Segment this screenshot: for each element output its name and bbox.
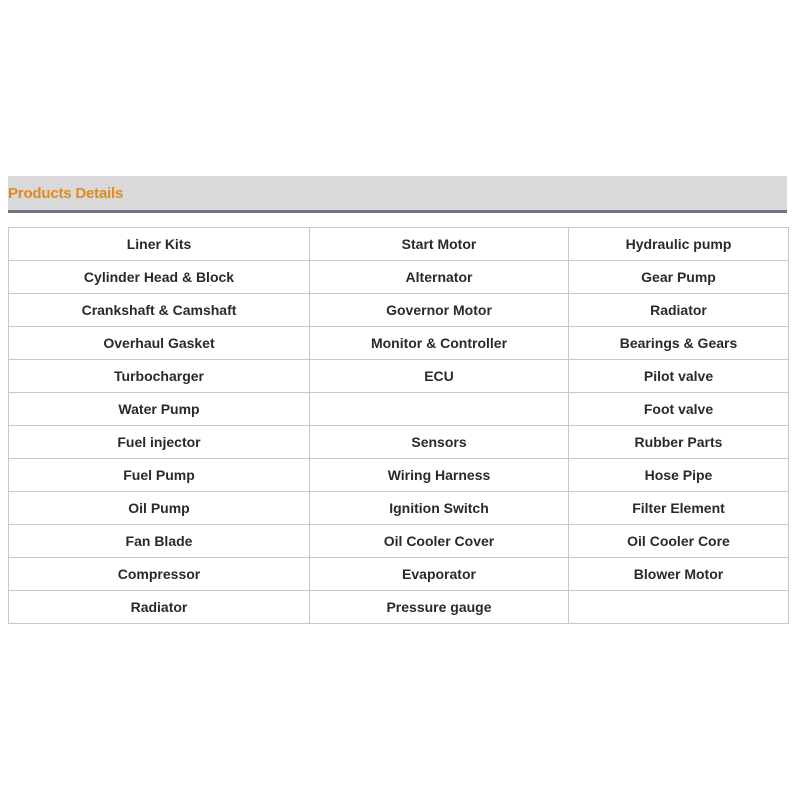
table-cell: Pilot valve [569,360,789,393]
table-row [9,327,789,360]
table-row [9,591,789,624]
table-row [9,525,789,558]
table-cell: Oil Pump [9,492,310,525]
table-cell: Blower Motor [569,558,789,591]
table-cell: Start Motor [310,228,569,261]
table-cell: Compressor [9,558,310,591]
table-cell: Sensors [310,426,569,459]
table-cell: Radiator [9,591,310,624]
table-cell: Evaporator [310,558,569,591]
table-cell: Radiator [569,294,789,327]
table-cell: Foot valve [569,393,789,426]
table-cell: Fuel injector [9,426,310,459]
table-cell: Gear Pump [569,261,789,294]
table-cell: Pressure gauge [310,591,569,624]
table-cell: Water Pump [9,393,310,426]
table-cell: Liner Kits [9,228,310,261]
table-cell [569,591,789,624]
table-cell: Ignition Switch [310,492,569,525]
table-cell: Oil Cooler Core [569,525,789,558]
products-table-body [9,228,789,624]
table-row [9,459,789,492]
table-cell: Governor Motor [310,294,569,327]
table-cell: Overhaul Gasket [9,327,310,360]
table-row [9,426,789,459]
table-cell: Hydraulic pump [569,228,789,261]
table-row [9,294,789,327]
section-header [8,176,787,213]
table-row [9,558,789,591]
table-cell [310,393,569,426]
table-row [9,360,789,393]
table-cell: Crankshaft & Camshaft [9,294,310,327]
products-table [8,227,789,624]
table-row [9,261,789,294]
table-cell: Cylinder Head & Block [9,261,310,294]
table-cell: Hose Pipe [569,459,789,492]
table-cell: ECU [310,360,569,393]
table-row [9,393,789,426]
table-cell: Bearings & Gears [569,327,789,360]
table-row [9,492,789,525]
table-cell: Fuel Pump [9,459,310,492]
table-cell: Rubber Parts [569,426,789,459]
table-cell: Alternator [310,261,569,294]
section-title: Products Details [8,185,124,202]
table-row [9,228,789,261]
table-cell: Fan Blade [9,525,310,558]
table-cell: Monitor & Controller [310,327,569,360]
table-cell: Wiring Harness [310,459,569,492]
table-cell: Turbocharger [9,360,310,393]
table-cell: Filter Element [569,492,789,525]
table-cell: Oil Cooler Cover [310,525,569,558]
